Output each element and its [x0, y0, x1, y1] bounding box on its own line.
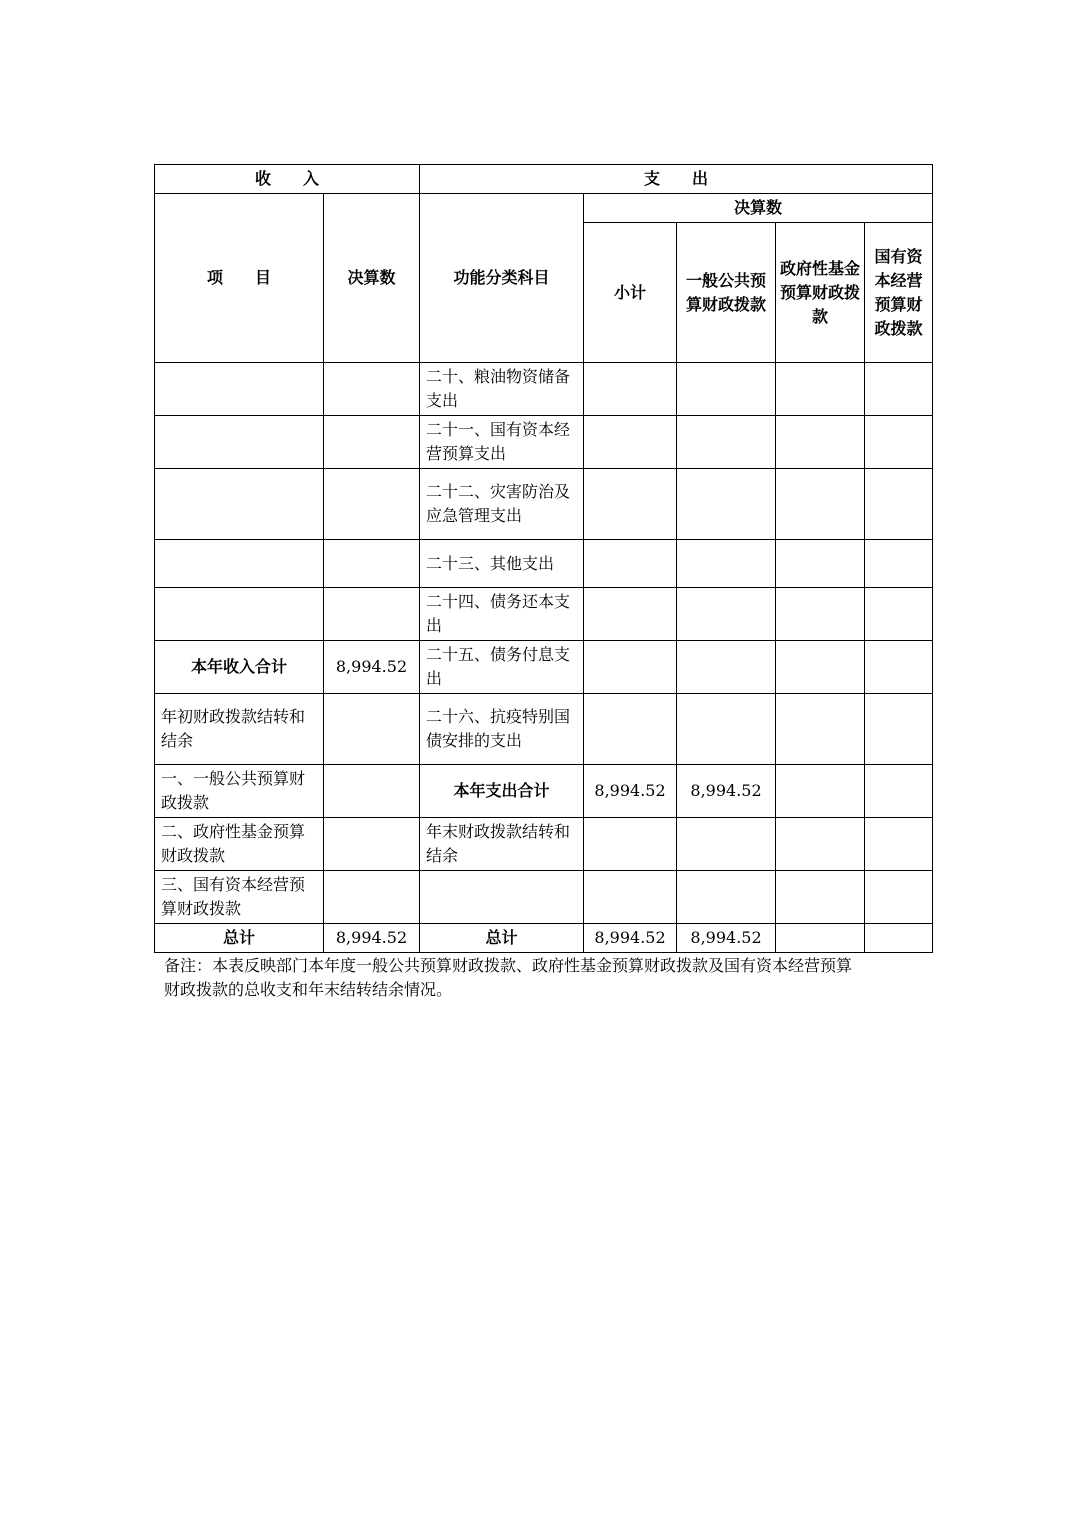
- income-item-cell: [155, 588, 324, 641]
- gov-fund-column-header: 政府性基金预算财政拨款: [776, 223, 865, 363]
- income-amount-cell: [324, 871, 420, 924]
- functional-category-column-header: 功能分类科目: [420, 194, 584, 363]
- subtotal-cell: [584, 469, 677, 540]
- fund-cell: [776, 588, 865, 641]
- table-row: [155, 363, 933, 416]
- fund-grand-total: [776, 924, 865, 953]
- income-item-cell: [155, 363, 324, 416]
- expense-item-cell: 二十一、国有资本经营预算支出: [420, 416, 584, 469]
- income-amount-cell: [324, 416, 420, 469]
- subtotal-column-header: 小计: [584, 223, 677, 363]
- general-cell: [677, 871, 776, 924]
- income-item-cell: 三、国有资本经营预算财政拨款: [155, 871, 324, 924]
- table-row: [155, 871, 933, 924]
- subtotal-cell: [584, 416, 677, 469]
- table-row: [155, 765, 933, 818]
- subtotal-cell: [584, 540, 677, 588]
- general-cell: [677, 694, 776, 765]
- capital-cell: [865, 588, 933, 641]
- general-grand-total: 8,994.52: [677, 924, 776, 953]
- capital-cell: [865, 765, 933, 818]
- fund-cell: [776, 694, 865, 765]
- item-column-header: 项 目: [155, 194, 324, 363]
- subtotal-cell: [584, 588, 677, 641]
- capital-cell: [865, 363, 933, 416]
- fund-cell: [776, 363, 865, 416]
- fund-cell: [776, 765, 865, 818]
- income-amount-cell: [324, 765, 420, 818]
- income-item-cell: [155, 469, 324, 540]
- subtotal-cell: [584, 818, 677, 871]
- financial-appropriation-table-page: [154, 164, 932, 1002]
- income-amount-cell: [324, 540, 420, 588]
- subtotal-cell: [584, 871, 677, 924]
- fund-cell: [776, 871, 865, 924]
- general-cell: [677, 416, 776, 469]
- general-public-column-header: 一般公共预算财政拨款: [677, 223, 776, 363]
- table-row: [155, 469, 933, 540]
- income-header: 收 入: [155, 165, 420, 194]
- expense-item-cell: 二十二、灾害防治及应急管理支出: [420, 469, 584, 540]
- expense-item-cell: 年末财政拨款结转和结余: [420, 818, 584, 871]
- fund-cell: [776, 469, 865, 540]
- income-expense-table: [154, 164, 933, 953]
- subtotal-grand-total: 8,994.52: [584, 924, 677, 953]
- income-amount-cell: [324, 694, 420, 765]
- final-accounts-group-header: 决算数: [584, 194, 933, 223]
- general-cell: [677, 363, 776, 416]
- capital-cell: [865, 416, 933, 469]
- subtotal-cell: 8,994.52: [584, 765, 677, 818]
- income-total-label: 本年收入合计: [155, 641, 324, 694]
- subtotal-cell: [584, 641, 677, 694]
- capital-cell: [865, 641, 933, 694]
- general-cell: [677, 818, 776, 871]
- income-amount-cell: [324, 588, 420, 641]
- income-item-cell: 一、一般公共预算财政拨款: [155, 765, 324, 818]
- table-row: [155, 588, 933, 641]
- expense-item-cell: 二十四、债务还本支出: [420, 588, 584, 641]
- fund-cell: [776, 641, 865, 694]
- table-row: [155, 818, 933, 871]
- capital-cell: [865, 694, 933, 765]
- income-amount-cell: [324, 363, 420, 416]
- subtotal-cell: [584, 363, 677, 416]
- expense-item-cell: 二十六、抗疫特别国债安排的支出: [420, 694, 584, 765]
- state-capital-column-header: 国有资本经营预算财政拨款: [865, 223, 933, 363]
- general-cell: [677, 588, 776, 641]
- expense-header: 支 出: [420, 165, 933, 194]
- table-row: [155, 540, 933, 588]
- subtotal-cell: [584, 694, 677, 765]
- expense-total-label: 本年支出合计: [420, 765, 584, 818]
- capital-cell: [865, 540, 933, 588]
- expense-item-cell: 二十五、债务付息支出: [420, 641, 584, 694]
- capital-grand-total: [865, 924, 933, 953]
- general-cell: [677, 641, 776, 694]
- capital-cell: [865, 871, 933, 924]
- table-row: [155, 416, 933, 469]
- expense-grand-total-label: 总计: [420, 924, 584, 953]
- income-grand-total-label: 总计: [155, 924, 324, 953]
- capital-cell: [865, 818, 933, 871]
- income-item-cell: 年初财政拨款结转和结余: [155, 694, 324, 765]
- capital-cell: [865, 469, 933, 540]
- expense-item-cell: 二十三、其他支出: [420, 540, 584, 588]
- fund-cell: [776, 416, 865, 469]
- income-grand-total-amount: 8,994.52: [324, 924, 420, 953]
- income-item-cell: 二、政府性基金预算财政拨款: [155, 818, 324, 871]
- income-item-cell: [155, 416, 324, 469]
- grand-total-row: [155, 924, 933, 953]
- income-amount-cell: [324, 469, 420, 540]
- income-amount-cell: 8,994.52: [324, 641, 420, 694]
- expense-item-cell: 二十、粮油物资储备支出: [420, 363, 584, 416]
- fund-cell: [776, 818, 865, 871]
- income-amount-cell: [324, 818, 420, 871]
- table-footnote: 备注：本表反映部门本年度一般公共预算财政拨款、政府性基金预算财政拨款及国有资本经营预算财政拨款的总收支和年末结转结余情况。: [164, 956, 853, 999]
- general-cell: [677, 469, 776, 540]
- general-cell: 8,994.52: [677, 765, 776, 818]
- table-row: [155, 641, 933, 694]
- income-amount-column-header: 决算数: [324, 194, 420, 363]
- general-cell: [677, 540, 776, 588]
- expense-item-cell: [420, 871, 584, 924]
- income-item-cell: [155, 540, 324, 588]
- fund-cell: [776, 540, 865, 588]
- table-row: [155, 694, 933, 765]
